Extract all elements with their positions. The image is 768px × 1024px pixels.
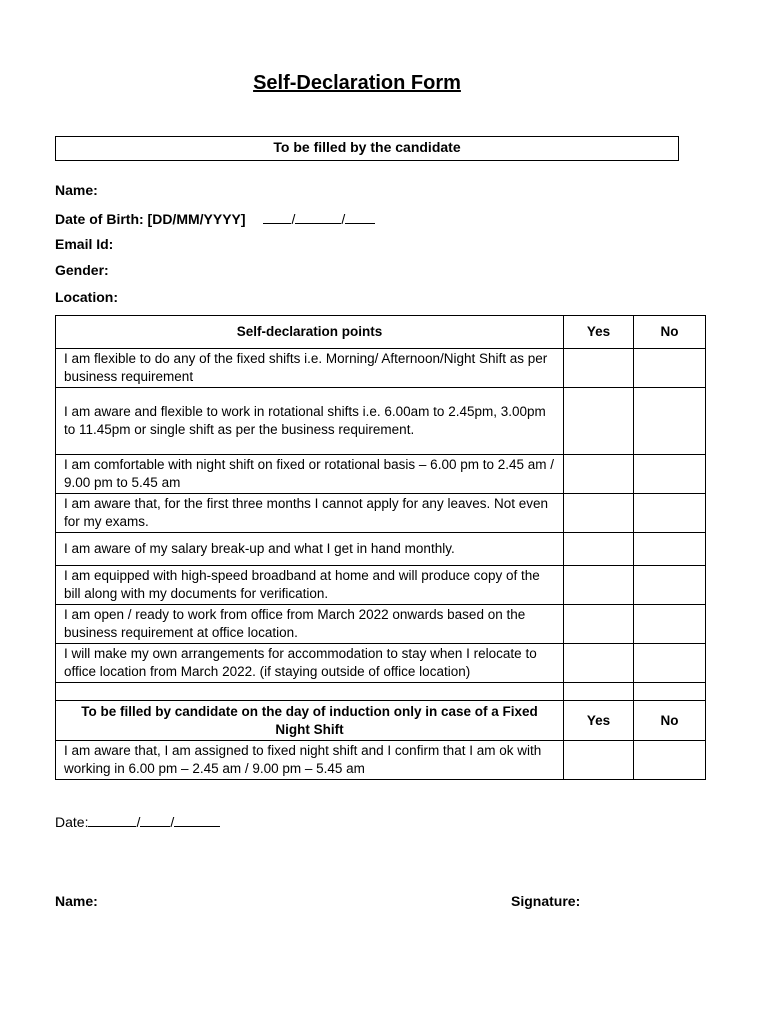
yes-cell[interactable]	[564, 644, 634, 683]
date-day-blank[interactable]	[88, 812, 136, 827]
declaration-text: I am flexible to do any of the fixed shifts i.e. Morning/ Afternoon/Night Shift as per business requirement	[56, 349, 564, 388]
no-cell[interactable]	[634, 388, 706, 455]
name-field[interactable]	[55, 182, 98, 198]
section2-header-points: To be filled by candidate on the day of induction only in case of a Fixed Night Shift	[56, 701, 564, 741]
date-month-blank[interactable]	[140, 812, 170, 827]
declaration-text: I am aware that, I am assigned to fixed night shift and I confirm that I am ok with working in 6.00 pm – 2.45 am / 9.00 pm – 5.45 am	[56, 741, 564, 780]
table-row	[56, 494, 706, 533]
declaration-table	[55, 315, 706, 780]
no-cell[interactable]	[634, 644, 706, 683]
signature-label: Signature:	[511, 893, 581, 909]
form-title: Self-Declaration Form	[253, 72, 461, 94]
location-field[interactable]	[55, 289, 118, 305]
yes-cell[interactable]	[564, 388, 634, 455]
yes-cell[interactable]	[564, 605, 634, 644]
name-label: Name:	[55, 182, 98, 198]
dob-year-blank[interactable]	[345, 209, 375, 224]
dob-separator: /	[291, 211, 296, 227]
gender-label: Gender:	[55, 262, 109, 278]
dob-separator: /	[341, 211, 346, 227]
empty-cell	[634, 683, 706, 701]
declaration-text: I will make my own arrangements for accommodation to stay when I relocate to office location from March 2022. (if staying outside of office location)	[56, 644, 564, 683]
date-field[interactable]	[55, 812, 220, 830]
dob-day-blank[interactable]	[263, 209, 291, 224]
footer-name-label: Name:	[55, 893, 98, 909]
table-spacer-row	[56, 683, 706, 701]
section2-header-row	[56, 701, 706, 741]
table-row	[56, 741, 706, 780]
date-separator: /	[170, 814, 175, 830]
header-no: No	[634, 316, 706, 349]
yes-cell[interactable]	[564, 349, 634, 388]
table-row	[56, 566, 706, 605]
table-row	[56, 455, 706, 494]
declaration-text: I am open / ready to work from office from March 2022 onwards based on the business requirement at office location.	[56, 605, 564, 644]
yes-cell[interactable]	[564, 455, 634, 494]
dob-label: Date of Birth: [DD/MM/YYYY]	[55, 211, 246, 227]
declaration-text: I am aware and flexible to work in rotational shifts i.e. 6.00am to 2.45pm, 3.00pm to 11.45pm or single shift as per the business requirement.	[56, 388, 564, 455]
no-cell[interactable]	[634, 566, 706, 605]
email-label: Email Id:	[55, 236, 114, 252]
declaration-text: I am comfortable with night shift on fixed or rotational basis – 6.00 pm to 2.45 am / 9.00 pm to 5.45 am	[56, 455, 564, 494]
no-cell[interactable]	[634, 455, 706, 494]
candidate-section-header: To be filled by the candidate	[55, 136, 679, 161]
declaration-text: I am equipped with high-speed broadband at home and will produce copy of the bill along with my documents for verification.	[56, 566, 564, 605]
no-cell[interactable]	[634, 741, 706, 780]
section2-header-no: No	[634, 701, 706, 741]
declaration-text: I am aware that, for the first three months I cannot apply for any leaves. Not even for my exams.	[56, 494, 564, 533]
location-label: Location:	[55, 289, 118, 305]
gender-field[interactable]	[55, 262, 109, 278]
empty-cell	[56, 683, 564, 701]
empty-cell	[564, 683, 634, 701]
date-separator: /	[136, 814, 141, 830]
table-row	[56, 605, 706, 644]
no-cell[interactable]	[634, 533, 706, 566]
email-field[interactable]	[55, 236, 113, 252]
yes-cell[interactable]	[564, 566, 634, 605]
yes-cell[interactable]	[564, 533, 634, 566]
dob-month-blank[interactable]	[295, 209, 341, 224]
no-cell[interactable]	[634, 605, 706, 644]
section2-header-yes: Yes	[564, 701, 634, 741]
table-row	[56, 388, 706, 455]
no-cell[interactable]	[634, 349, 706, 388]
yes-cell[interactable]	[564, 494, 634, 533]
table-header-row	[56, 316, 706, 349]
dob-field[interactable]	[55, 209, 375, 227]
date-label: Date:	[55, 814, 89, 830]
table-row	[56, 349, 706, 388]
table-row	[56, 533, 706, 566]
no-cell[interactable]	[634, 494, 706, 533]
declaration-text: I am aware of my salary break-up and what I get in hand monthly.	[56, 533, 564, 566]
table-row	[56, 644, 706, 683]
date-year-blank[interactable]	[174, 812, 220, 827]
header-yes: Yes	[564, 316, 634, 349]
header-points: Self-declaration points	[56, 316, 564, 349]
yes-cell[interactable]	[564, 741, 634, 780]
